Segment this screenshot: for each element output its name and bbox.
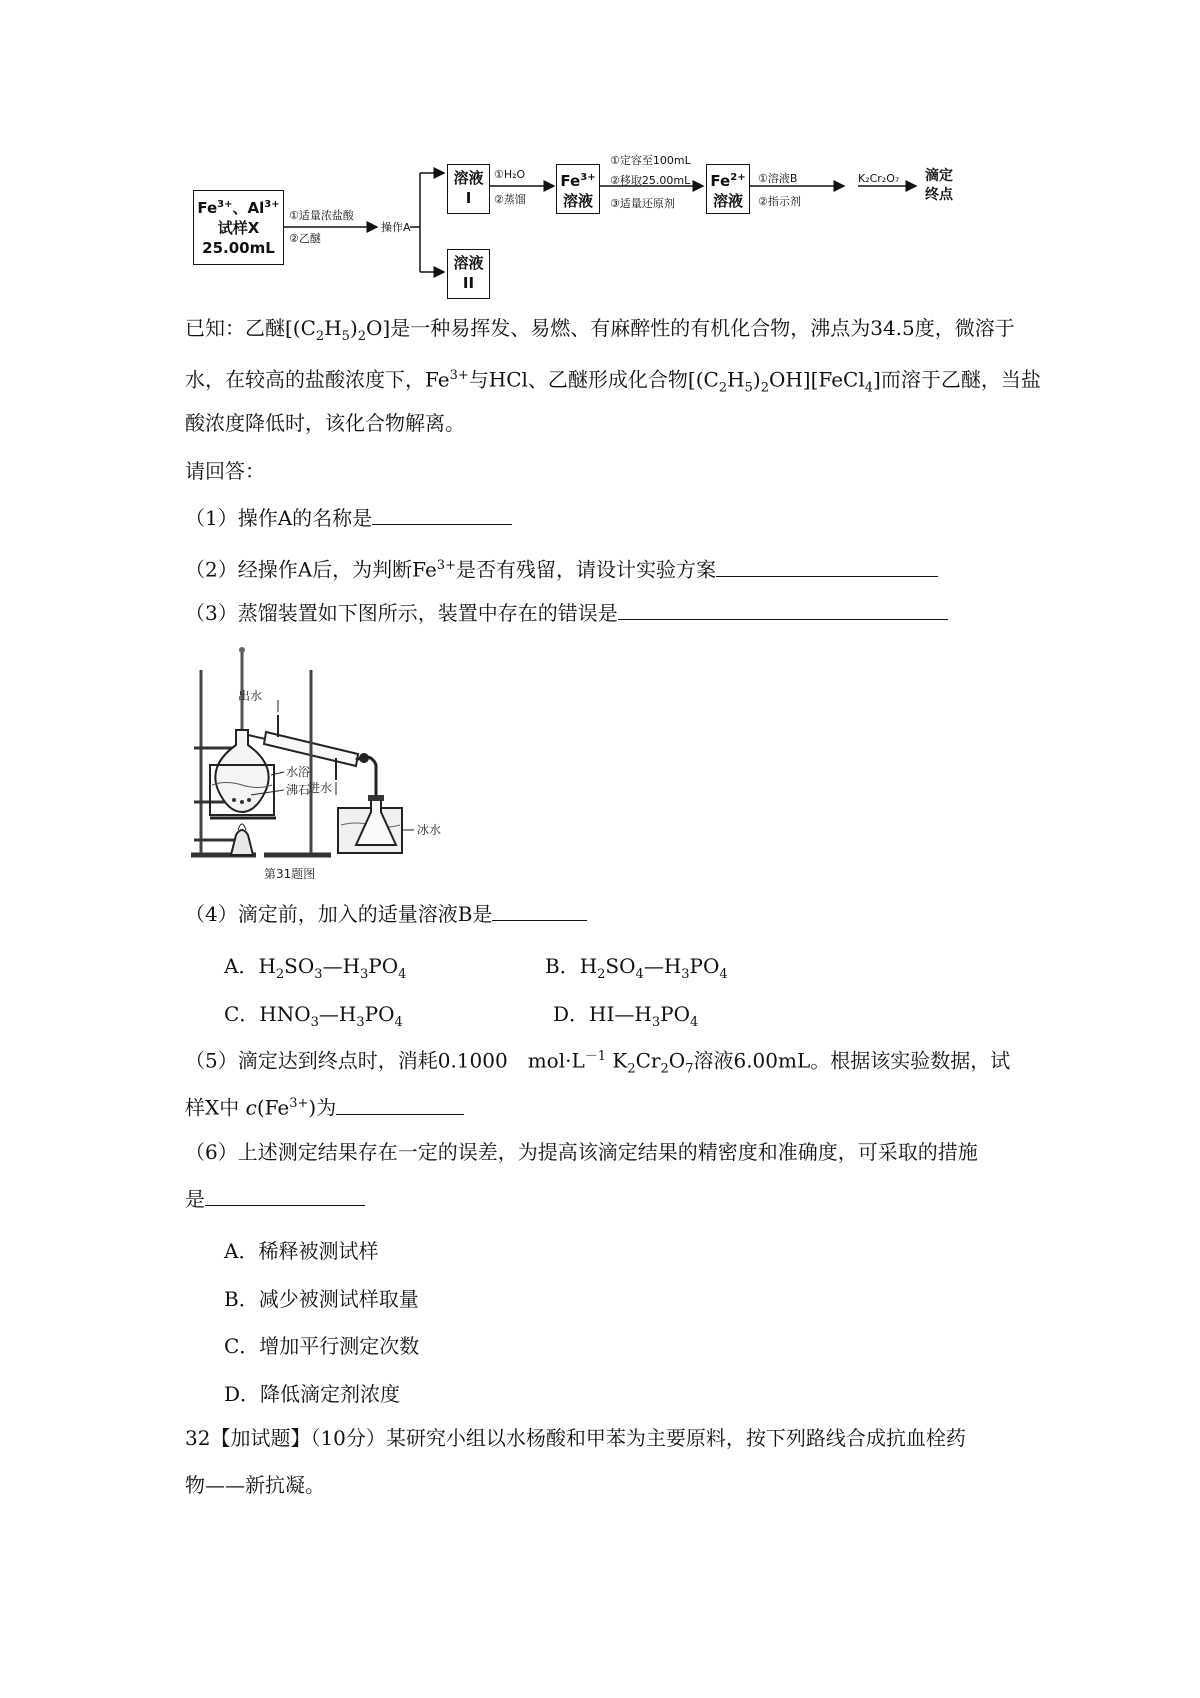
answer-blank[interactable] [372,506,512,525]
step4-label-a: ①溶液B [758,172,798,185]
step1-label-b: ②乙醚 [289,232,321,245]
question-4: （4）滴定前，加入的适量溶液B是 [185,902,1035,926]
water-bath-label: 水浴 [286,765,311,779]
solution-ii-box: 溶液 II [447,249,490,299]
flowchart-arrows [0,0,1200,320]
step4-label-b: ②指示剂 [758,195,801,208]
step3-label-b: ②移取25.00mL [610,174,691,187]
q6-option-b[interactable]: B．减少被测试样取量 [224,1287,419,1311]
operation-a-label: 操作A [381,221,411,234]
known-line-3: 酸浓度降低时，该化合物解离。 [185,411,465,435]
question-6-line-1: （6）上述测定结果存在一定的误差，为提高该滴定结果的精密度和准确度，可采取的措施 [185,1140,978,1164]
question-3: （3）蒸馏装置如下图所示，装置中存在的错误是 [185,601,1035,625]
q4-option-a[interactable]: A．$H_2SO_3—H_3PO_4$ [224,954,407,982]
ice-water-label: 冰水 [417,823,442,837]
figure-caption: 第31题图 [264,867,316,881]
question-32-line-2: 物——新抗凝。 [185,1473,325,1497]
q4-option-c[interactable]: C．$HNO_3—H_3PO_4$ [224,1002,403,1030]
step2-label-a: ①H₂O [494,168,526,181]
step3-label-c: ③适量还原剂 [610,197,675,210]
titration-endpoint-label: 滴定 终点 [925,168,953,203]
answer-blank[interactable] [716,558,938,577]
q6-option-d[interactable]: D．降低滴定剂浓度 [224,1382,401,1406]
q6-option-c[interactable]: C．增加平行测定次数 [224,1334,420,1358]
out-water-label: 出水 [238,689,263,703]
q4-option-b[interactable]: B．$H_2SO_4—H_3PO_4$ [545,954,728,982]
fe2-solution-box: $Fe^{2+}$ 溶液 [706,164,750,214]
k2cr2o7-label: K₂Cr₂O₇ [858,172,900,185]
question-2: （2）经操作A后，为判断$Fe^{3+}$是否有残留，请设计实验方案 [185,554,1035,582]
question-6-line-2: 是 [185,1187,1035,1211]
q4-option-d[interactable]: D．$HI—H_3PO_4$ [553,1002,699,1030]
distillation-apparatus-figure [186,640,476,885]
sample-box: $Fe^{3+}$、$Al^{3+}$ 试样X 25.00mL [193,190,284,265]
step1-label-a: ①适量浓盐酸 [289,209,354,222]
solution-i-box: 溶液 I [447,164,490,214]
step2-label-b: ②蒸馏 [494,193,526,206]
known-line-2: 水，在较高的盐酸浓度下，$Fe^{3+}$与HCl、乙醚形成化合物$[(C_2H_5)_2OH][FeCl_4]$而溶于乙醚，当盐 [185,367,1041,396]
answer-blank[interactable] [618,601,948,620]
boiling-chip-label: 沸石 [286,783,311,797]
answer-blank[interactable] [492,902,587,921]
question-5-line-2: 样X中 $c(Fe^{3+})$为 [185,1092,1035,1120]
step3-label-a: ①定容至100mL [610,154,691,167]
question-32-line-1: 32【加试题】（10分）某研究小组以水杨酸和甲苯为主要原料，按下列路线合成抗血栓药 [185,1426,966,1450]
known-line-1: 已知：乙醚$[(C_2H_5)_2O]$是一种易挥发、易燃、有麻醉性的有机化合物，沸点为34.5度，微溶于 [185,316,1015,344]
question-1: （1）操作A的名称是 [185,506,1035,530]
question-5-line-1: （5）滴定达到终点时，消耗0.1000 $mol\cdot L^{-1}$ $K_2Cr_2O_7$溶液6.00mL。根据该实验数据，试 [185,1048,1011,1077]
answer-prompt: 请回答： [185,459,265,483]
answer-blank[interactable] [336,1096,464,1115]
fe3-solution-box: $Fe^{3+}$ 溶液 [556,164,600,214]
in-water-label: 进水 [308,781,333,795]
q6-option-a[interactable]: A．稀释被测试样 [224,1239,379,1263]
answer-blank[interactable] [205,1187,365,1206]
